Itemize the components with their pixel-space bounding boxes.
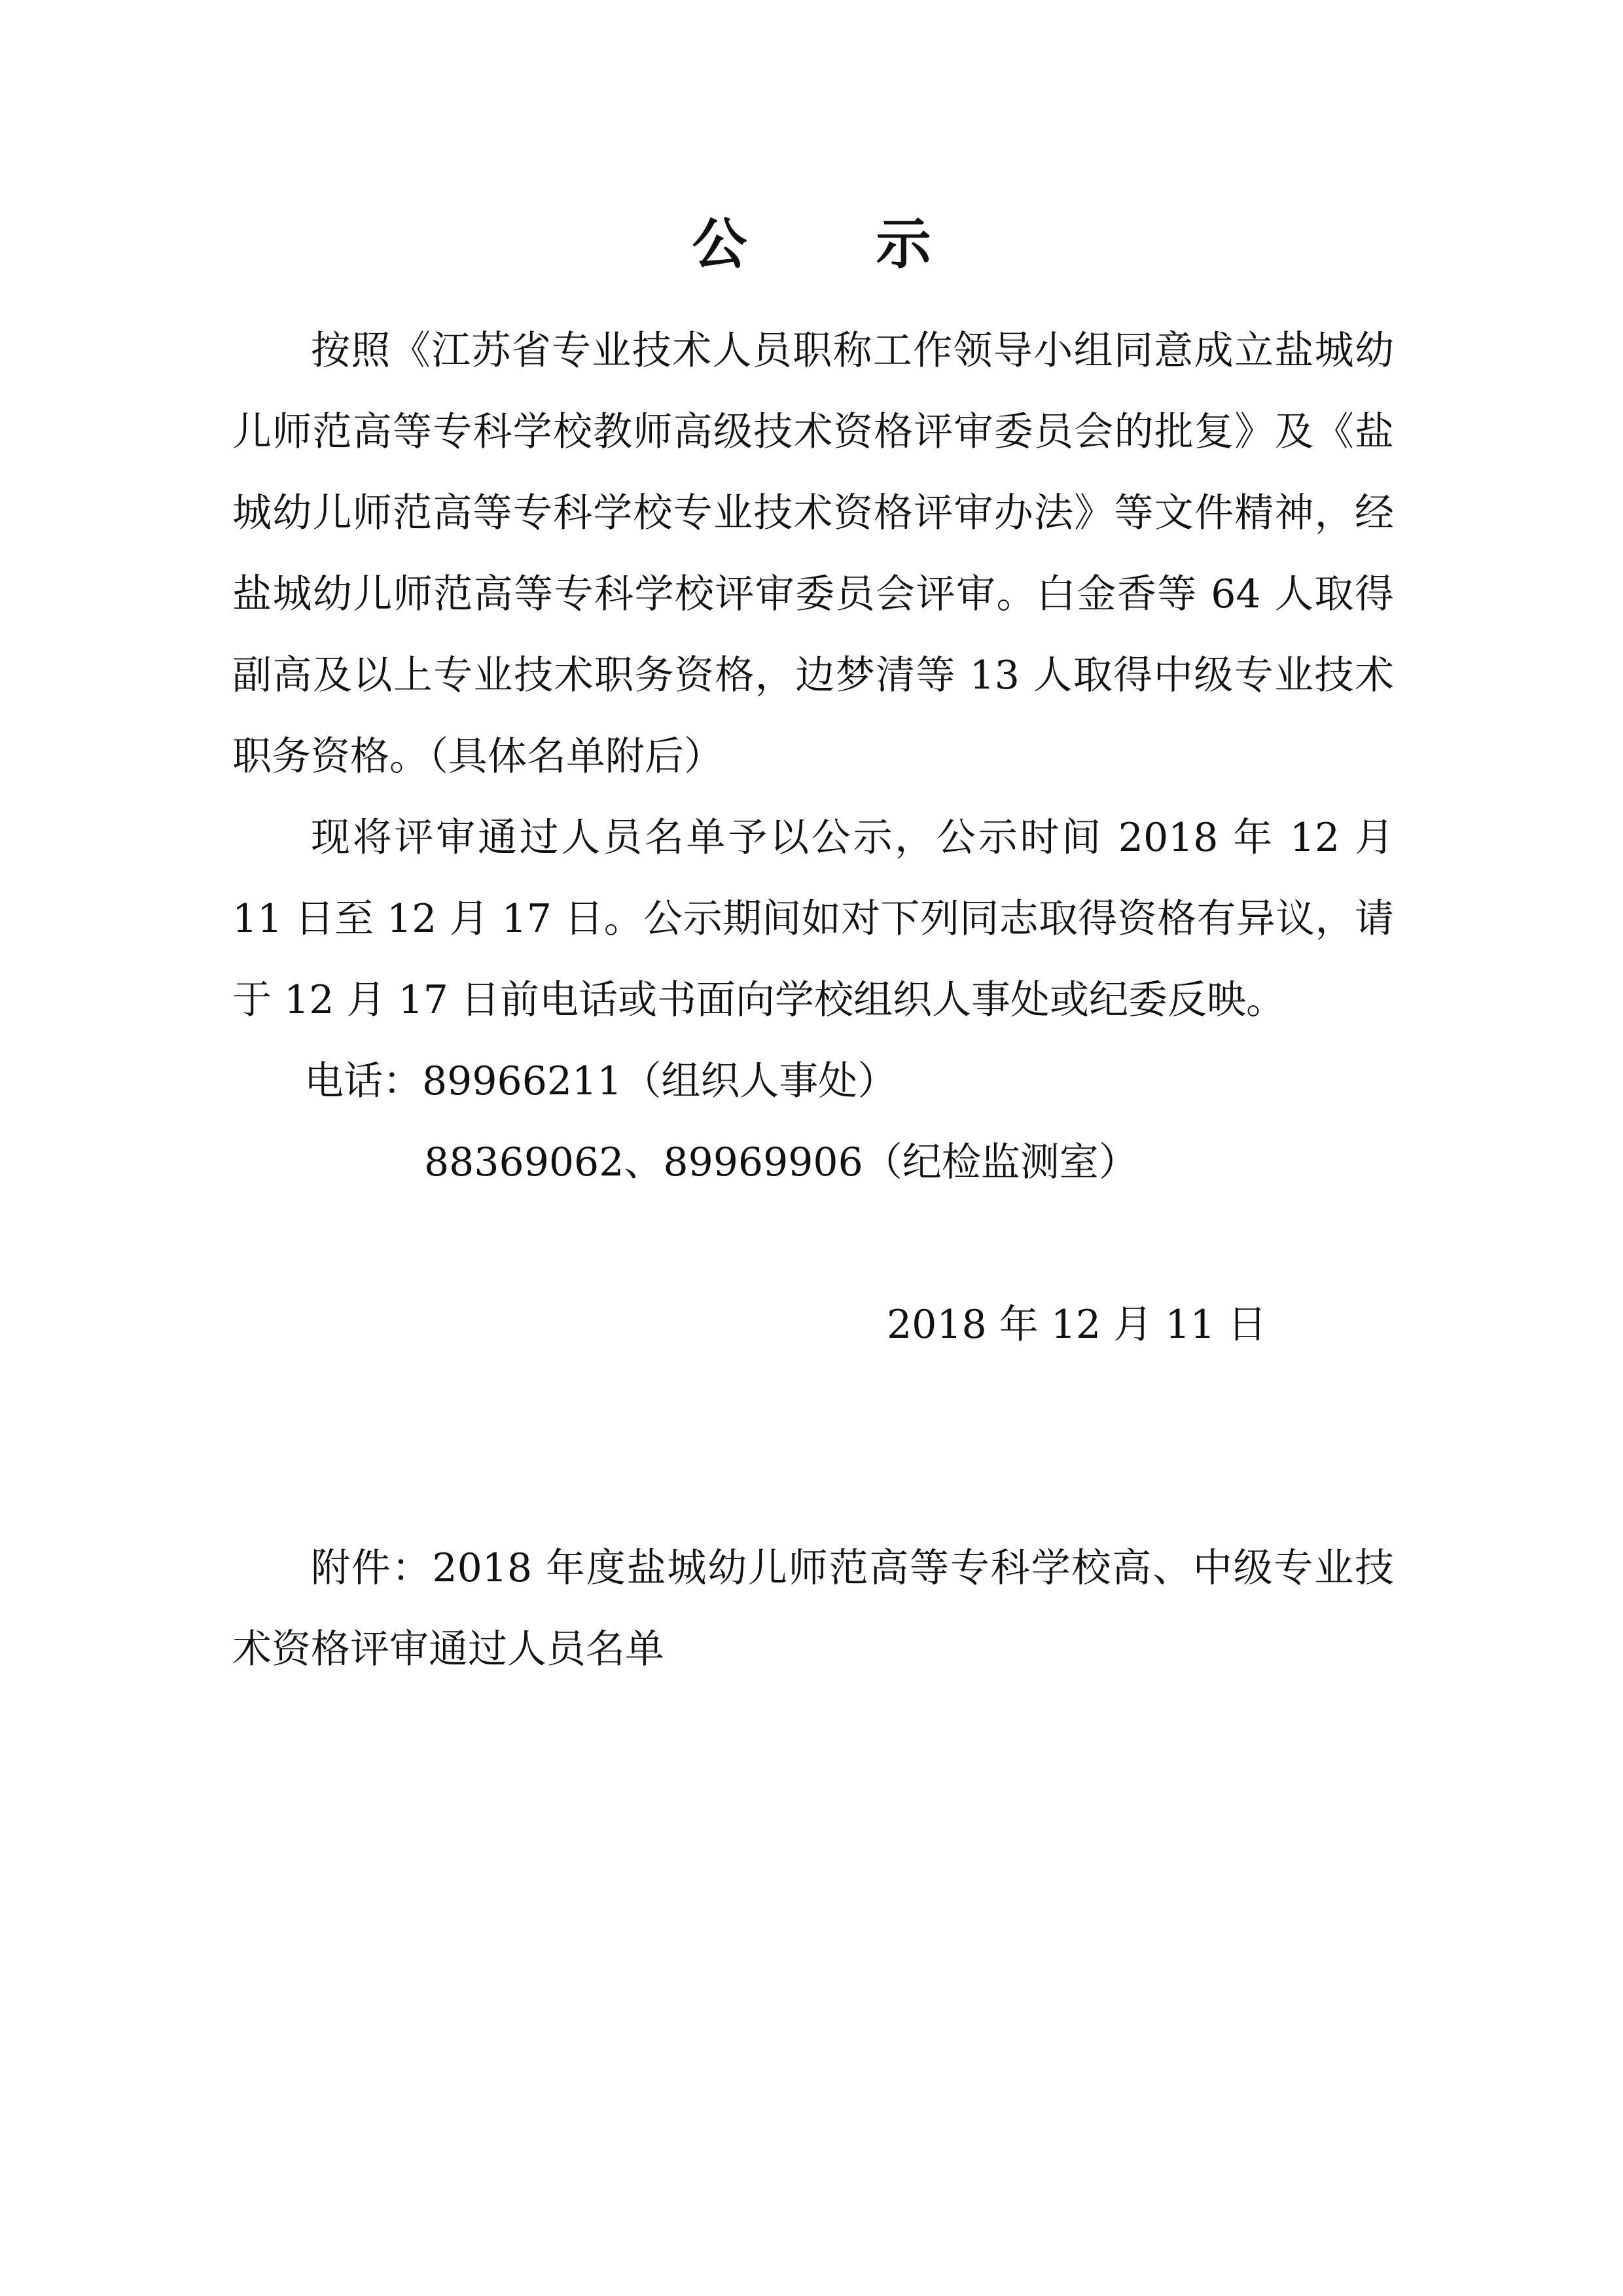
notice-paragraph-1: 按照《江苏省专业技术人员职称工作领导小组同意成立盐城幼儿师范高等专科学校教师高级技术资格评审委员会的批复》及《盐城幼儿师范高等专科学校专业技术资格评审办法》等文件精神，经盐城幼儿师范高等专科学校评审委员会评审。白金香等 64 人取得副高及以上专业技术职务资格，边梦清等 13 人取得中级专业技术职务资格。（具体名单附后）	[232, 328, 1394, 780]
issue-date: 2018 年 12 月 11 日	[887, 1302, 1267, 1348]
notice-paragraph-2: 现将评审通过人员名单予以公示，公示时间 2018 年 12 月 11 日至 12 月 17 日。公示期间如对下列同志取得资格有异议，请于 12 月 17 日前电话或书面向学校组织人事处或纪委反映。	[232, 815, 1394, 1023]
contact-phone-hr: 电话：89966211（组织人事处）	[304, 1058, 897, 1104]
page-title: 公 示	[692, 212, 986, 276]
contact-phone-discipline: 88369062、89969906（纪检监测室）	[424, 1139, 1138, 1185]
attachment-note: 附件：2018 年度盐城幼儿师范高等专科学校高、中级专业技术资格评审通过人员名单	[232, 1545, 1394, 1672]
